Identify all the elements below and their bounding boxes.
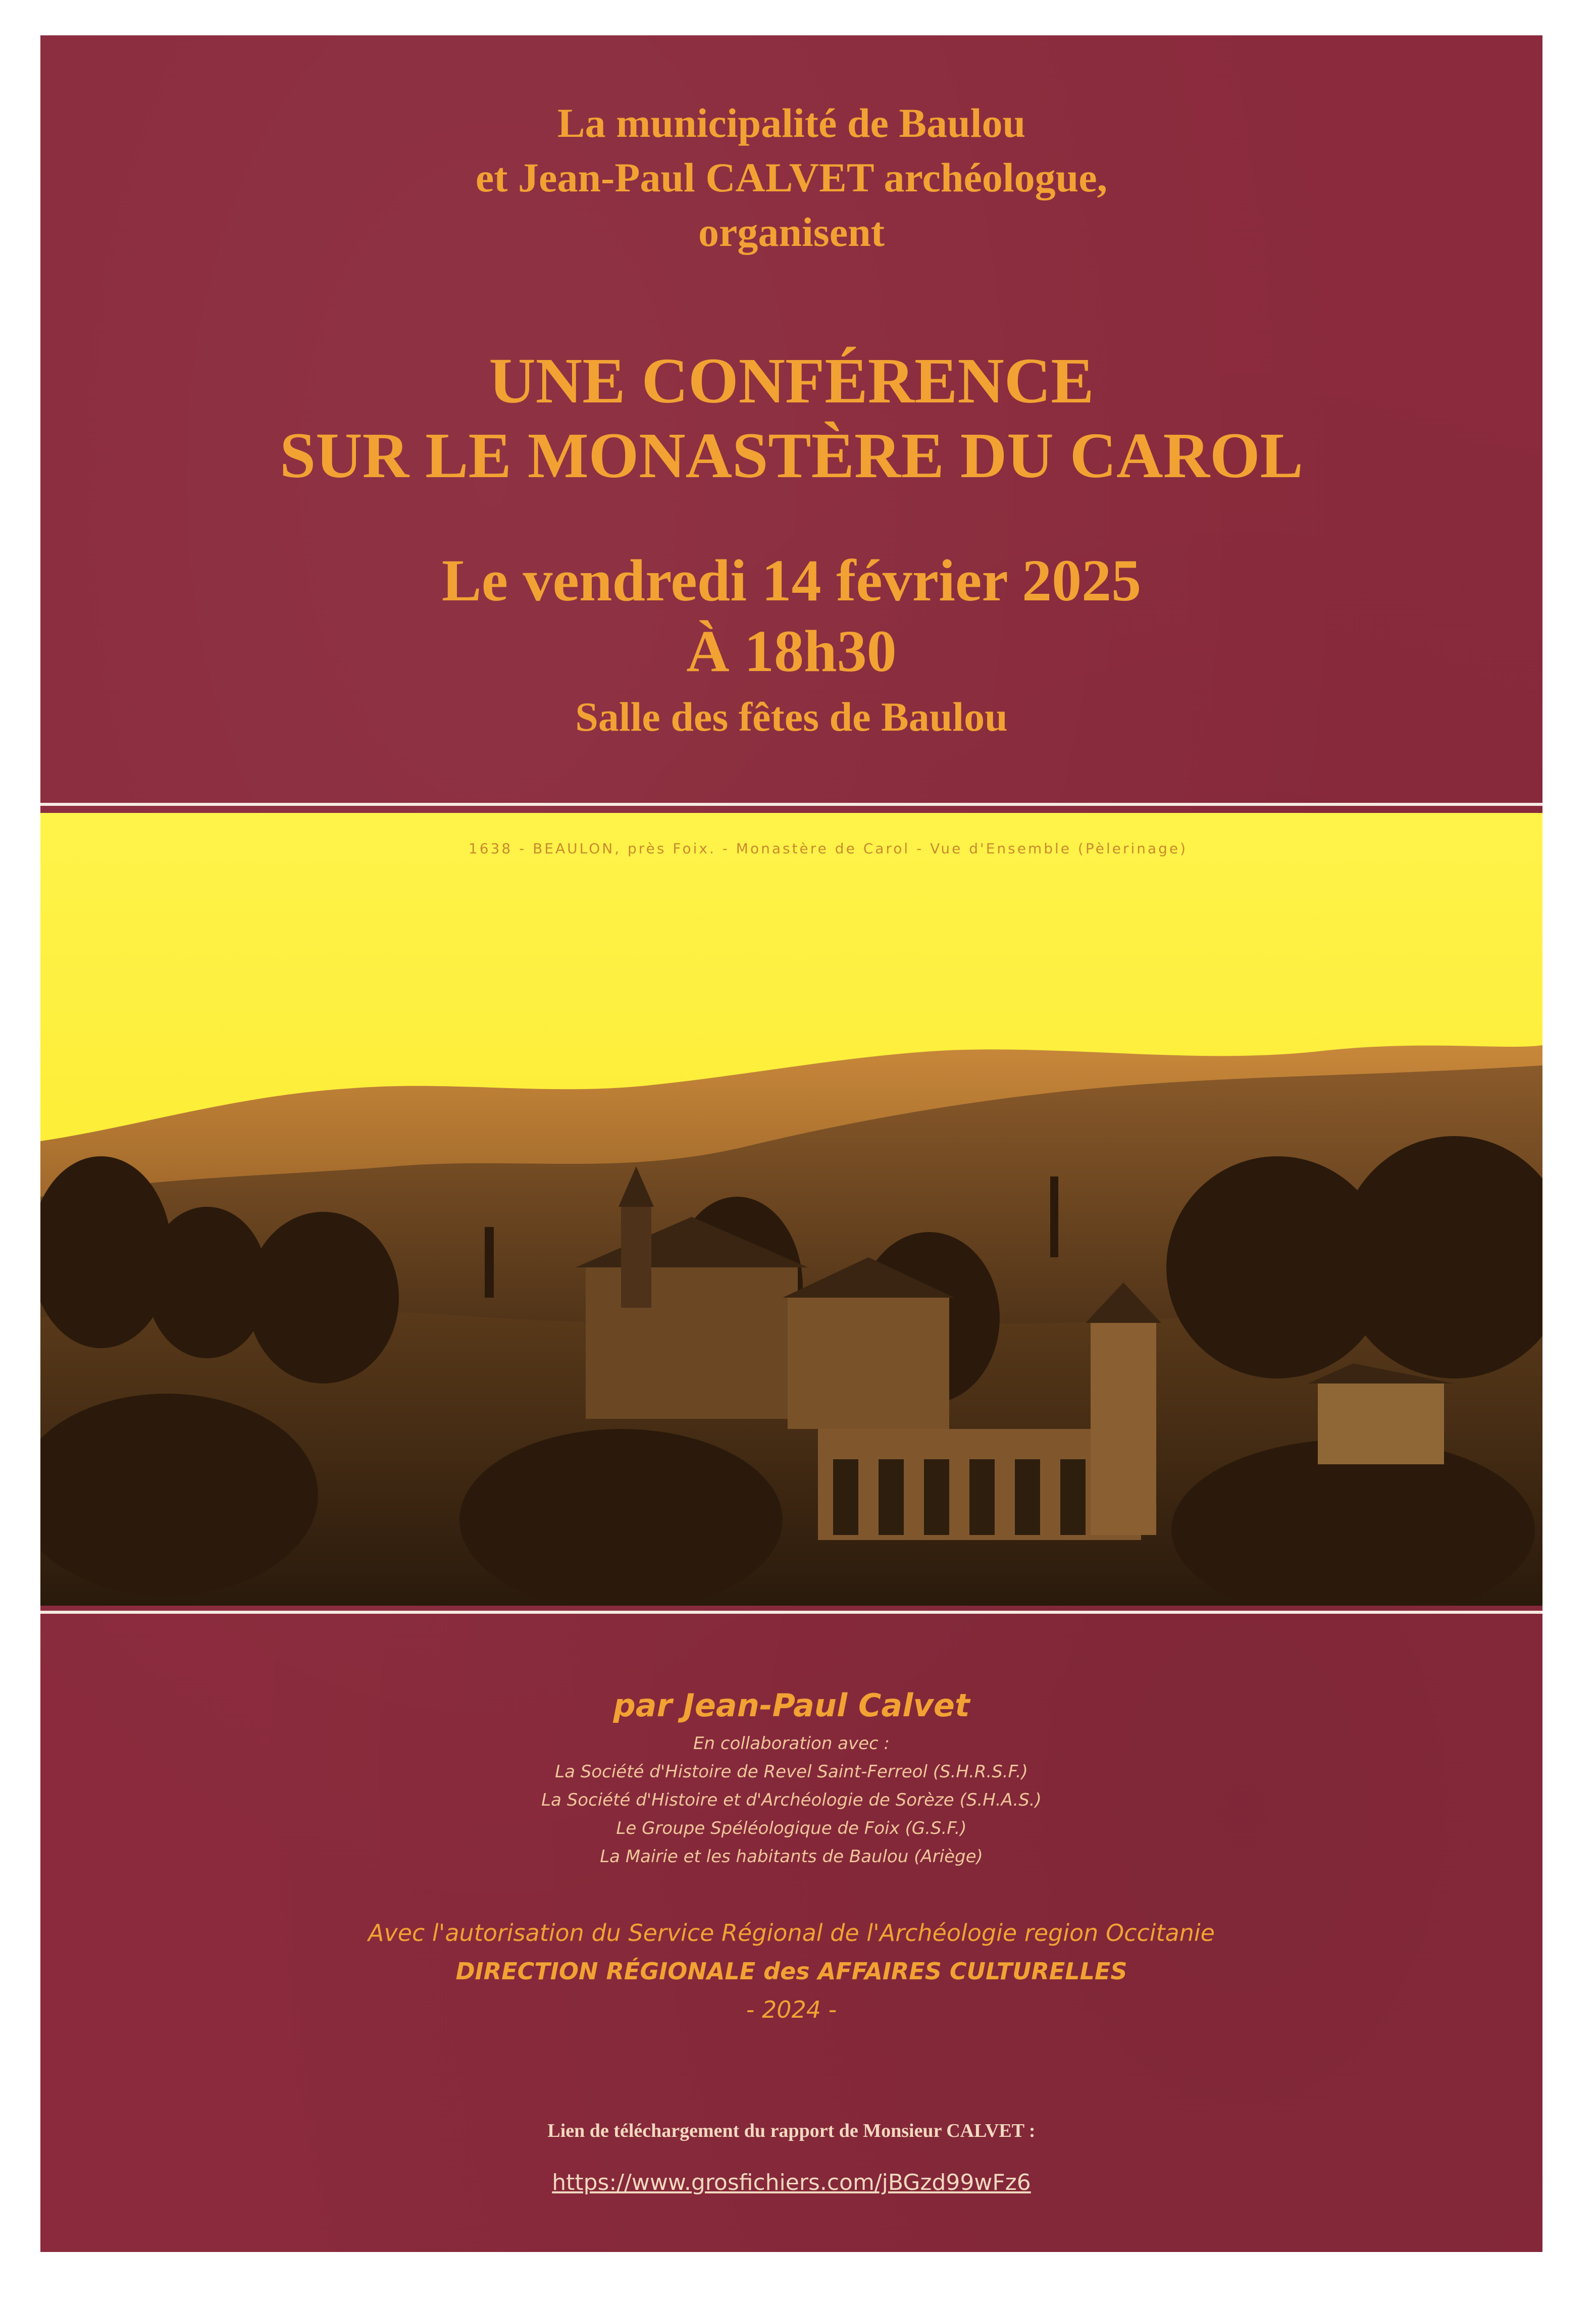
monastery-postcard (40, 813, 1542, 1606)
partner-3: Le Groupe Spéléologique de Foix (G.S.F.) (616, 1818, 967, 1838)
headline-line-1: UNE CONFÉRENCE (489, 345, 1094, 417)
collab-intro: En collaboration avec : (693, 1733, 890, 1754)
event-venue: Salle des fêtes de Baulou (575, 694, 1008, 740)
poster (40, 35, 1542, 2252)
postcard-caption: 1638 - BEAULON, près Foix. - Monastère de Carol - Vue d'Ensemble (Pèlerinage) (468, 840, 1188, 857)
partner-1: La Société d'Histoire de Revel Saint-Ferreol (S.H.R.S.F.) (555, 1762, 1028, 1782)
authorization-line-2: DIRECTION RÉGIONALE des AFFAIRES CULTURELLES (455, 1958, 1127, 1985)
intro-line-1: La municipalité de Baulou (557, 100, 1026, 146)
event-time: À 18h30 (686, 618, 897, 684)
intro-line-2: et Jean-Paul CALVET archéologue, (475, 155, 1108, 200)
intro-text (40, 96, 1542, 260)
download-label: Lien de téléchargement du rapport de Monsieur CALVET : (547, 2120, 1036, 2141)
authorization-line-1: Avec l'autorisation du Service Régional de l'Archéologie region Occitanie (368, 1919, 1215, 1947)
collaboration-list (40, 1729, 1542, 1871)
partner-4: La Mairie et les habitants de Baulou (Ariège) (600, 1847, 983, 1867)
headline (40, 343, 1542, 493)
author-credit: par Jean-Paul Calvet (613, 1687, 970, 1724)
authorization (40, 1914, 1542, 2029)
divider-bottom (40, 1611, 1542, 1614)
event-date: Le vendredi 14 février 2025 (441, 547, 1142, 613)
partner-2: La Société d'Histoire et d'Archéologie de Sorèze (S.H.A.S.) (541, 1790, 1042, 1810)
intro-line-3: organisent (698, 209, 885, 255)
authorization-year: - 2024 - (746, 1996, 837, 2023)
divider-top (40, 803, 1542, 806)
download-link[interactable]: https://www.grosfichiers.com/jBGzd99wFz6 (552, 2170, 1031, 2195)
headline-line-2: SUR LE MONASTÈRE DU CAROL (280, 420, 1303, 491)
